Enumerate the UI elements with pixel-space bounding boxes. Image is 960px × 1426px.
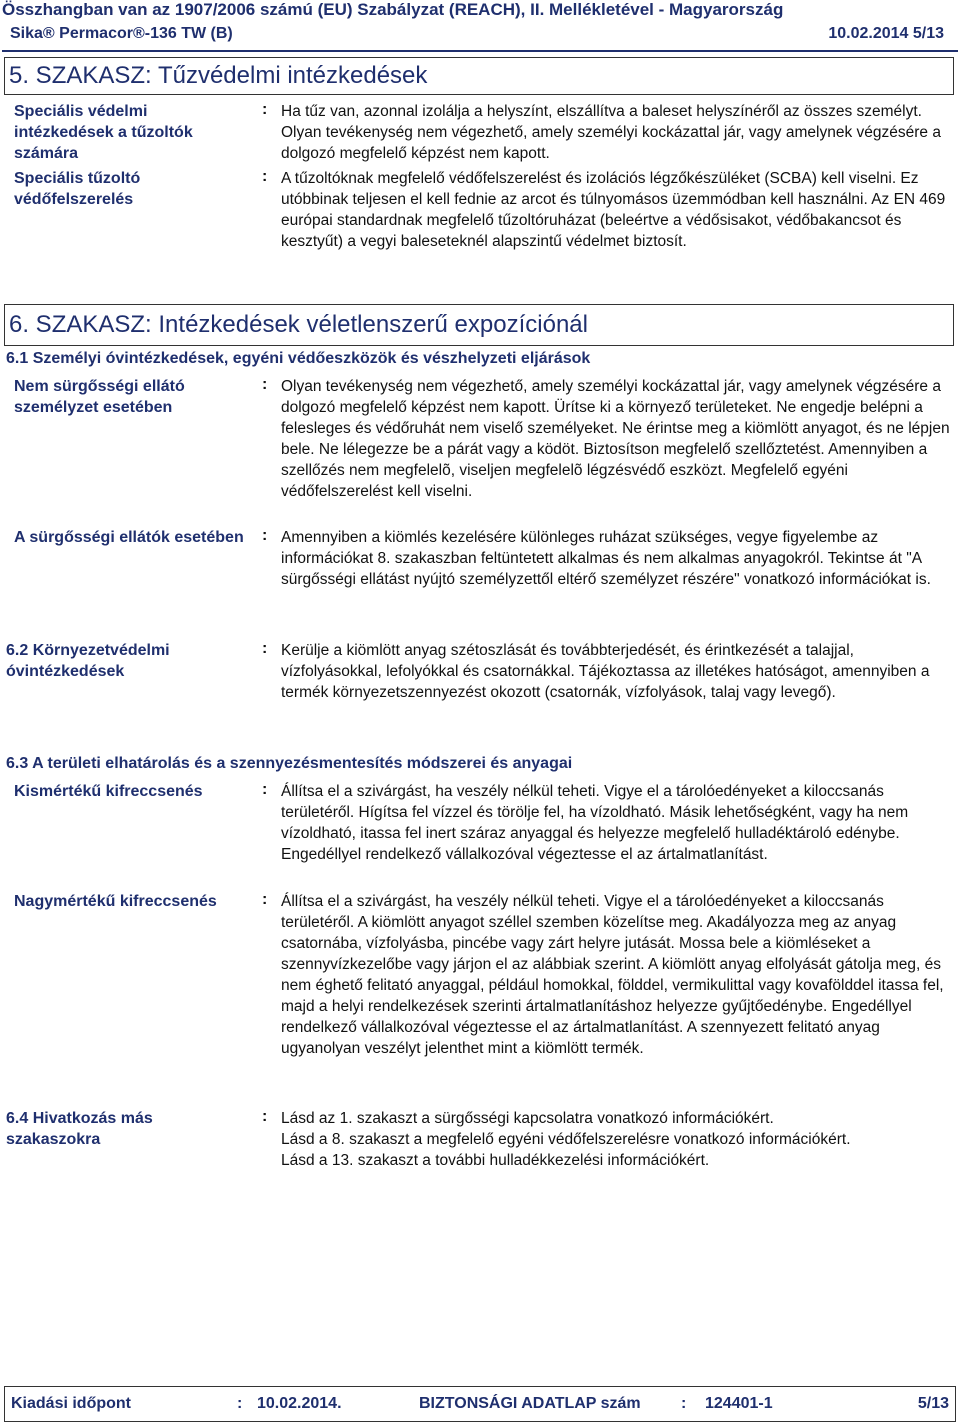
- emergency-responders-label: A sürgősségi ellátók esetében: [14, 529, 244, 546]
- product-header: [10, 25, 950, 49]
- date-page: 10.02.2014 5/13: [828, 25, 944, 42]
- colon: :: [237, 1395, 243, 1412]
- small-spill-label: Kismértékű kifreccsenés: [14, 783, 203, 800]
- product-name: Sika® Permacor®-136 TW (B): [10, 25, 233, 42]
- fire-fighters-protection-label: Speciális védelmi intézkedések a tűzoltók számára: [14, 103, 193, 162]
- reference-sections-text: [281, 1108, 951, 1171]
- subsection-6-1-title: 6.1 Személyi óvintézkedések, egyéni védőeszközök és vészhelyzeti eljárások: [6, 350, 591, 367]
- small-spill-text: Állítsa el a szivárgást, ha veszély nélkül teheti. Vigye el a tárolóedényeket a kiloccsanás területéről. Hígítsa fel vízzel és törölje fel, ha vízoldható. Másik lehetőségként, vagy ha nem vízoldható, itassa fel inert száraz anyaggal és helyezze megfelelő hulladéktároló edénybe. Engedéllyel rendelkező vállalkozóval végeztesse el az ártalmatlanítást.: [281, 783, 909, 863]
- reference-line: Lásd a 8. szakaszt a megfelelő egyéni védőfelszerelésre vonatkozó információkért.: [281, 1131, 851, 1148]
- fire-fighters-protection-text: Ha tűz van, azonnal izolálja a helyszínt, elszállítva a baleset helyszínéről az összes személyt. Olyan tevékenység nem végezhető, amely személyi kockázattal jár, vagy amelynek végzésére a dolgozó megfelelő képzést nem kapott.: [281, 103, 941, 162]
- colon: :: [262, 891, 268, 908]
- colon: :: [262, 781, 268, 798]
- footer: [4, 1386, 956, 1422]
- issue-date-label: Kiadási időpont: [11, 1395, 131, 1412]
- issue-date-value: 10.02.2014.: [257, 1395, 342, 1412]
- reference-sections-label: 6.4 Hivatkozás más szakaszokra: [6, 1110, 153, 1148]
- reference-line: Lásd a 13. szakaszt a további hulladékkezelési információkért.: [281, 1152, 710, 1169]
- colon: :: [262, 527, 268, 544]
- colon: :: [262, 376, 268, 393]
- section-6-title: 6. SZAKASZ: Intézkedések véletlenszerű expozíciónál: [4, 304, 954, 346]
- environmental-precautions-text: Kerülje a kiömlött anyag szétoszlását és továbbterjedését, és érintkezését a talajjal, vízfolyásokkal, lefolyókkal és csatornákkal. Tájékoztassa az illetékes hatóságot, amennyiben a termék környezetszennyezést okozott (csatornák, vízfolyások, talaj vagy levegő).: [281, 642, 930, 701]
- non-emergency-personnel-text: Olyan tevékenység nem végezhető, amely személyi kockázattal jár, vagy amelynek végzésére a dolgozó megfelelő képzést nem kapott. Ürítse ki a környező területeket. Ne engedje belépni a felesleges és védőruhát nem viselő személyeket. Ne érintse meg a kiömlött anyagot, és ne lépjen bele. Ne lélegezze be a párát vagy a ködöt. Biztosítson megfelelő szellőztetést. Amennyiben a szellőzés nem megfelelõ, viseljen megfelelõ légzésvédő eszközt. Megfelelő egyéni védőfelszerelést kell viselni.: [281, 378, 950, 500]
- colon: :: [262, 168, 268, 185]
- environmental-precautions-label: 6.2 Környezetvédelmi óvintézkedések: [6, 642, 170, 680]
- colon: :: [262, 640, 268, 657]
- reference-line: Lásd az 1. szakaszt a sürgősségi kapcsolatra vonatkozó információkért.: [281, 1110, 774, 1127]
- section-5-title: 5. SZAKASZ: Tűzvédelmi intézkedések: [4, 57, 954, 95]
- colon: :: [262, 1108, 268, 1125]
- emergency-responders-text: Amennyiben a kiömlés kezelésére különleges ruházat szükséges, vegye figyelembe az információkat 8. szakaszban feltüntetett alkalmas és nem alkalmas anyagokról. Tekintse át "A sürgősségi ellátást nyújtó személyzettől eltérő személyzet részére" vonatkozó információkat is.: [281, 529, 931, 588]
- colon: :: [262, 101, 268, 118]
- header-divider: [2, 50, 958, 52]
- non-emergency-personnel-label: Nem sürgősségi ellátó személyzet esetében: [14, 378, 185, 416]
- document-number-value: 124401-1: [705, 1395, 773, 1412]
- fire-fighting-equipment-text: A tűzoltóknak megfelelő védőfelszerelést és izolációs légzőkészüléket (SCBA) kell viselni. Ez utóbbinak teljesen el kell fednie az arcot és túlnyomásos üzemmódban kell használni. Az EN 469 európai standardnak megfelelő tűzoltóruházat (beleértve a védősisakot, védőbakancsot és kesztyűt) a vegyi baleseteknél alapszintű védelmet biztosít.: [281, 170, 946, 250]
- fire-fighting-equipment-label: Speciális tűzoltó védőfelszerelés: [14, 170, 141, 208]
- subsection-6-3-title: 6.3 A területi elhatárolás és a szennyezésmentesítés módszerei és anyagai: [6, 755, 573, 772]
- large-spill-label: Nagymértékű kifreccsenés: [14, 893, 217, 910]
- page-number: 5/13: [917, 1395, 949, 1412]
- large-spill-text: Állítsa el a szivárgást, ha veszély nélkül teheti. Vigye el a tárolóedényeket a kiloccsanás területéről. A kiömlött anyagot széllel szemben közelítse meg. Akadályozza meg az anyag csatornába, vízfolyásba, pincébe vagy zárt helyre jutását. Mossa bele a kiömléseket a szennyvízkezelőbe vagy járjon el az alábbiak szerint. A kiömlött anyag elfolyását gátolja meg, és nem éghető felitató anyaggal, például homokkal, földdel, vermikulittal vagy kovafölddel itassa fel, majd a helyi rendelkezések szerinti ártalmatlanításhoz helyezze gyűjtőedénybe. Engedéllyel rendelkező vállalkozóval végeztesse el az ártalmatlanítást. A szennyezett felitató anyag ugyanolyan veszélyt jelenthet mint a kiömlött termék.: [281, 893, 944, 1057]
- regulation-header: Összhangban van az 1907/2006 számú (EU) Szabályzat (REACH), II. Mellékletével - Magyarország: [2, 0, 784, 19]
- colon: :: [681, 1395, 687, 1412]
- document-number-label: BIZTONSÁGI ADATLAP szám: [419, 1395, 641, 1412]
